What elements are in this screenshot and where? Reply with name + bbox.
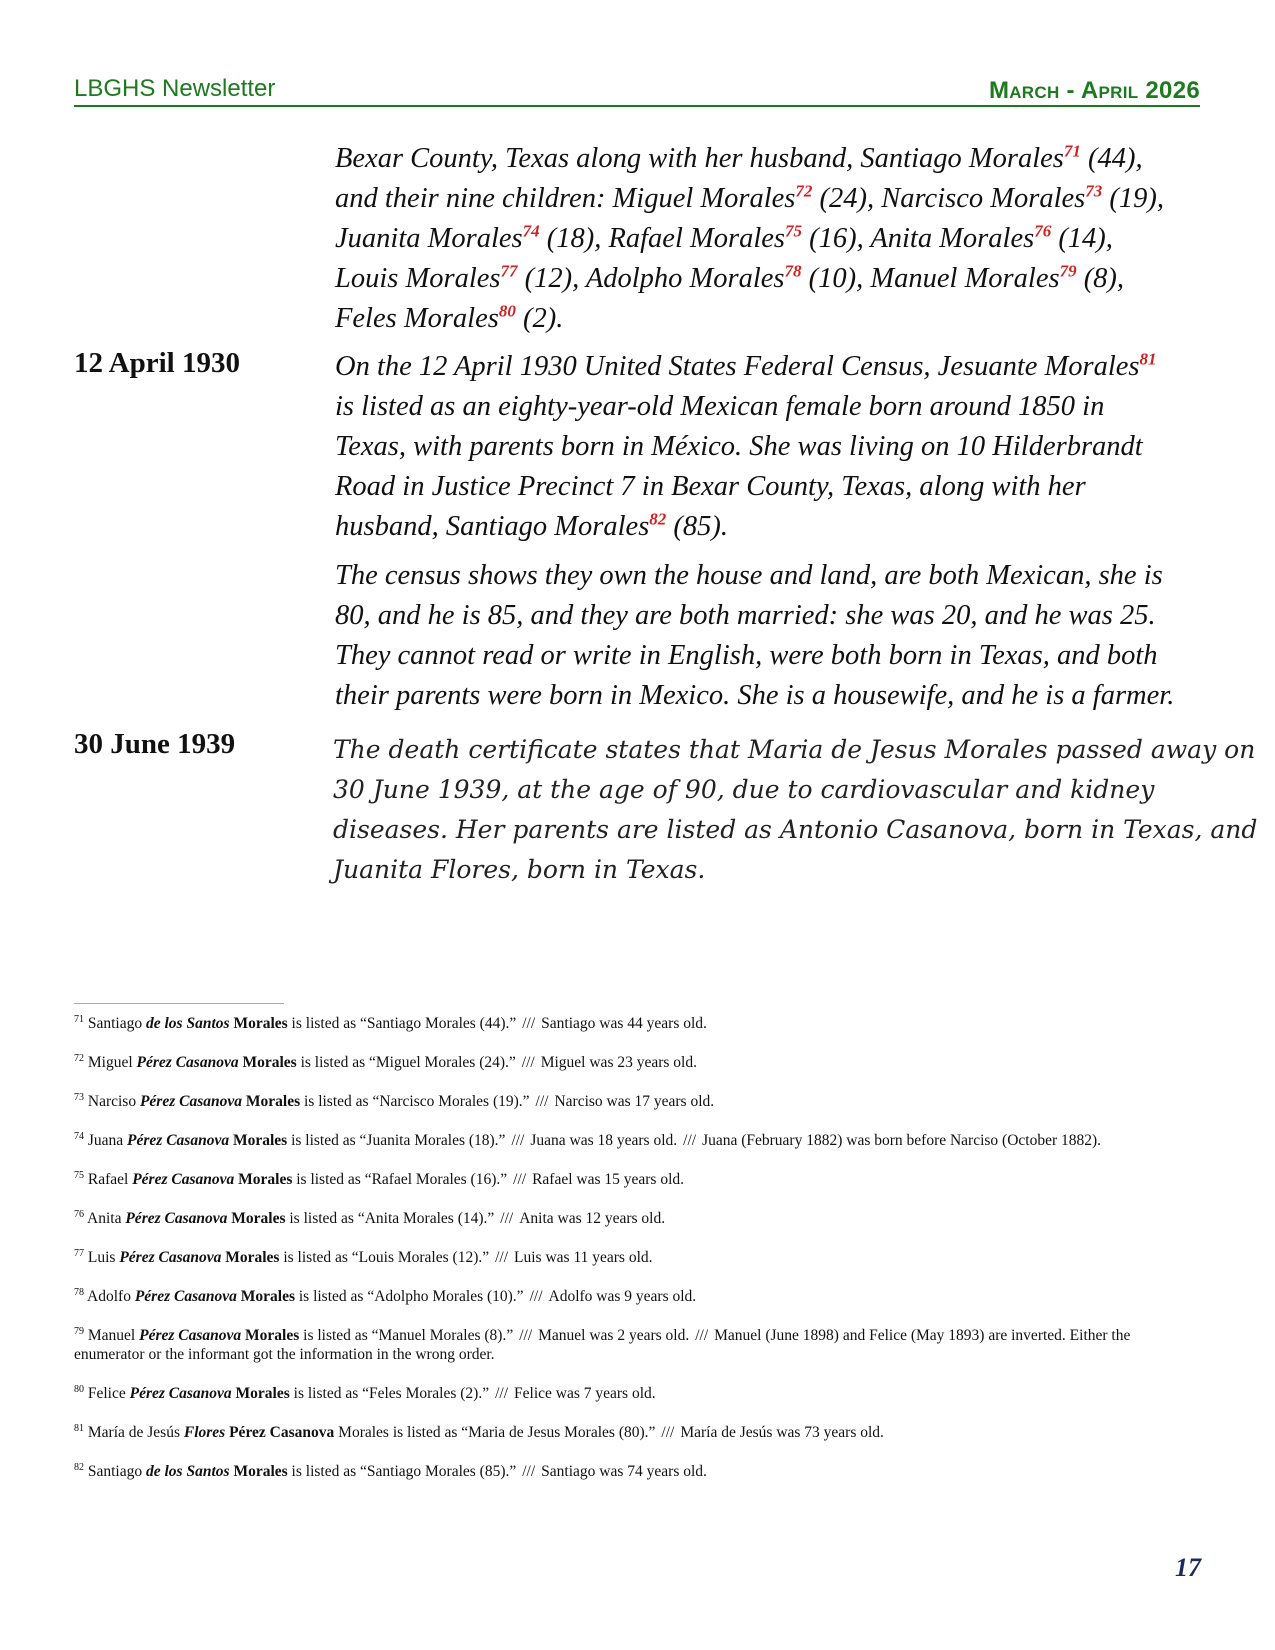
- footnote-item: [74, 1462, 1194, 1481]
- footnote-text: is listed as “Manuel Morales (8).”: [299, 1327, 514, 1344]
- footnote-text: Morales: [231, 1385, 290, 1402]
- text-line: [335, 676, 1215, 716]
- footnote-ref[interactable]: 71: [1063, 141, 1081, 161]
- footnote-text: Santiago: [87, 1463, 146, 1480]
- footnote-text: Luis was 11 years old.: [514, 1249, 653, 1266]
- footnote-item: [74, 1131, 1194, 1150]
- footnote-text: Juana was 18 years old.: [530, 1132, 678, 1149]
- footnote-text: ///: [513, 1171, 527, 1188]
- footnote-text: Morales: [238, 1054, 297, 1071]
- footnote-text: is listed as “Rafael Morales (16).”: [292, 1171, 508, 1188]
- footnotes: [74, 1014, 1194, 1501]
- footnote-item: [74, 1287, 1194, 1306]
- text-line: [333, 730, 1256, 770]
- text-run: (85).: [666, 511, 729, 542]
- footnote-number: 77: [74, 1247, 84, 1259]
- text-run: The census shows they own the house and land, are both Mexican, she is: [335, 560, 1163, 591]
- text-line: [335, 596, 1215, 636]
- footnote-number: 76: [74, 1208, 84, 1220]
- footnote-text: ///: [521, 1054, 535, 1071]
- footnote-item: [74, 1209, 1194, 1228]
- footnote-text: Morales is listed as “Maria de Jesus Morales (80).”: [334, 1424, 656, 1441]
- footnote-text: Flores: [183, 1424, 226, 1441]
- footnote-item: [74, 1248, 1194, 1267]
- footnote-ref[interactable]: 79: [1059, 261, 1077, 281]
- text-run: (18), Rafael Morales: [539, 223, 785, 254]
- text-line: [335, 636, 1215, 676]
- footnote-text: Luis: [87, 1249, 120, 1266]
- footnote-text: Morales: [229, 1132, 288, 1149]
- text-run: (8),: [1076, 263, 1125, 294]
- footnote-text: ///: [495, 1249, 509, 1266]
- footnote-ref[interactable]: 78: [784, 261, 802, 281]
- footnote-text: ///: [500, 1210, 514, 1227]
- footnote-text: de los Santos: [146, 1015, 230, 1032]
- footnote-text: Morales: [229, 1463, 288, 1480]
- footnote-ref[interactable]: 75: [784, 221, 802, 241]
- text-run: They cannot read or write in English, were both born in Texas, and both: [335, 640, 1158, 671]
- text-run: 30 June 1939, at the age of 90, due to cardiovascular and kidney: [333, 775, 1155, 804]
- footnote-ref[interactable]: 72: [795, 181, 813, 201]
- footnote-text: de los Santos: [146, 1463, 230, 1480]
- footnote-text: Morales: [221, 1249, 280, 1266]
- entry-date: 30 June 1939: [74, 728, 236, 760]
- footnote-ref[interactable]: 76: [1034, 221, 1052, 241]
- entry-date: 12 April 1930: [74, 347, 240, 379]
- text-run: their parents were born in Mexico. She is a housewife, and he is a farmer.: [335, 680, 1175, 711]
- footnote-number: 81: [74, 1422, 84, 1434]
- footnote-text: Pérez Casanova: [132, 1171, 235, 1188]
- footnote-number: 78: [74, 1286, 84, 1298]
- issue-date: March - April 2026: [988, 77, 1200, 104]
- footnote-text: ///: [695, 1327, 709, 1344]
- footnote-ref[interactable]: 74: [522, 221, 540, 241]
- text-line: [333, 850, 1213, 890]
- footnote-text: ///: [661, 1424, 675, 1441]
- footnote-number: 75: [74, 1169, 84, 1181]
- footnote-text: Felice was 7 years old.: [514, 1385, 656, 1402]
- footnote-text: is listed as “Anita Morales (14).”: [285, 1210, 495, 1227]
- footnote-text: is listed as “Adolpho Morales (10).”: [294, 1288, 524, 1305]
- footnote-text: Pérez Casanova: [125, 1210, 228, 1227]
- footnote-ref[interactable]: 73: [1085, 181, 1103, 201]
- footnote-text: is listed as “Miguel Morales (24).”: [296, 1054, 516, 1071]
- text-line: [335, 467, 1215, 507]
- footnote-text: Morales: [241, 1327, 300, 1344]
- text-line: [335, 259, 1215, 299]
- footnote-number: 82: [74, 1461, 84, 1473]
- footnote-item: [74, 1326, 1194, 1364]
- footnote-item: [74, 1170, 1194, 1189]
- text-line: [335, 219, 1215, 259]
- text-line: [335, 556, 1215, 596]
- footnote-text: ///: [519, 1327, 533, 1344]
- footnote-text: Pérez Casanova: [225, 1424, 335, 1441]
- footnote-number: 80: [74, 1383, 84, 1395]
- text-line: [335, 507, 1215, 547]
- footnote-text: ///: [495, 1385, 509, 1402]
- footnote-text: Pérez Casanova: [139, 1093, 242, 1110]
- text-line: [333, 770, 1213, 810]
- text-run: Feles Morales: [335, 303, 499, 334]
- text-run: On the 12 April 1930 United States Federal Census, Jesuante Morales: [335, 351, 1140, 382]
- text-line: [335, 347, 1215, 387]
- text-run: and their nine children: Miguel Morales: [335, 183, 796, 214]
- page-number: 17: [1175, 1553, 1201, 1582]
- footnote-text: ///: [522, 1463, 536, 1480]
- text-run: Road in Justice Precinct 7 in Bexar County, Texas, along with her: [335, 471, 1086, 502]
- text-run: (14),: [1051, 223, 1113, 254]
- footnote-text: Pérez Casanova: [127, 1132, 230, 1149]
- footnote-text: Juana: [87, 1132, 128, 1149]
- footnote-text: Pérez Casanova: [119, 1249, 222, 1266]
- text-line: [335, 387, 1215, 427]
- footnote-text: ///: [529, 1288, 543, 1305]
- text-run: Juanita Morales: [335, 223, 523, 254]
- footnote-number: 73: [74, 1091, 84, 1103]
- text-run: (16), Anita Morales: [801, 223, 1035, 254]
- footnote-item: [74, 1423, 1194, 1442]
- footnote-text: Anita: [87, 1210, 126, 1227]
- footnote-text: Manuel was 2 years old.: [538, 1327, 690, 1344]
- footnote-text: ///: [683, 1132, 697, 1149]
- footnote-text: Morales: [229, 1015, 288, 1032]
- footnote-text: Miguel was 23 years old.: [540, 1054, 697, 1071]
- footnote-rule: [74, 1003, 284, 1004]
- entry-paragraph: [335, 139, 1215, 339]
- footnote-text: Adolfo was 9 years old.: [548, 1288, 697, 1305]
- footnote-text: Manuel: [87, 1327, 140, 1344]
- text-run: Bexar County, Texas along with her husband, Santiago Morales: [335, 143, 1064, 174]
- text-line: [335, 139, 1215, 179]
- footnote-text: Narciso was 17 years old.: [554, 1093, 715, 1110]
- text-run: Louis Morales: [335, 263, 501, 294]
- footnote-text: is listed as “Feles Morales (2).”: [289, 1385, 490, 1402]
- text-run: (24), Narcisco Morales: [812, 183, 1086, 214]
- footnote-item: [74, 1092, 1194, 1111]
- footnote-number: 79: [74, 1325, 84, 1337]
- text-line: [333, 810, 1258, 850]
- footnote-text: Rafael: [87, 1171, 133, 1188]
- footnote-text: ///: [511, 1132, 525, 1149]
- text-run: Texas, with parents born in México. She was living on 10 Hilderbrandt: [335, 431, 1143, 462]
- footnote-text: Pérez Casanova: [134, 1288, 237, 1305]
- footnote-number: 72: [74, 1052, 84, 1064]
- footnote-text: Manuel (June 1898) and Felice (May 1893) are inverted. Either the enumerator or the informant got the information in the wrong order.: [74, 1327, 1131, 1363]
- header-rule: [74, 105, 1200, 107]
- footnote-text: Felice: [87, 1385, 130, 1402]
- text-run: (19),: [1102, 183, 1164, 214]
- footnote-text: is listed as “Louis Morales (12).”: [279, 1249, 490, 1266]
- footnote-ref[interactable]: 77: [500, 261, 518, 281]
- footnote-text: Miguel: [87, 1054, 137, 1071]
- footnote-text: is listed as “Santiago Morales (44).”: [287, 1015, 517, 1032]
- text-line: [335, 299, 1215, 339]
- footnote-text: Pérez Casanova: [136, 1054, 239, 1071]
- text-run: diseases. Her parents are listed as Antonio Casanova, born in Texas, and: [333, 815, 1258, 844]
- footnote-text: Morales: [234, 1171, 293, 1188]
- text-run: is listed as an eighty-year-old Mexican female born around 1850 in: [335, 391, 1105, 422]
- footnote-text: Anita was 12 years old.: [519, 1210, 666, 1227]
- footnote-text: Adolfo: [87, 1288, 135, 1305]
- footnote-item: [74, 1014, 1194, 1033]
- footnote-text: Morales: [242, 1093, 301, 1110]
- footnote-text: Juana (February 1882) was born before Narciso (October 1882).: [702, 1132, 1102, 1149]
- footnote-number: 74: [74, 1130, 84, 1142]
- footnote-text: is listed as “Santiago Morales (85).”: [287, 1463, 517, 1480]
- footnote-text: ///: [535, 1093, 549, 1110]
- footnote-number: 71: [74, 1013, 84, 1025]
- footnote-text: María de Jesús: [87, 1424, 184, 1441]
- text-run: 80, and he is 85, and they are both married: she was 20, and he was 25.: [335, 600, 1156, 631]
- footnote-text: ///: [522, 1015, 536, 1032]
- footnote-ref[interactable]: 80: [498, 301, 516, 321]
- footnote-text: Morales: [227, 1210, 286, 1227]
- text-run: husband, Santiago Morales: [335, 511, 650, 542]
- text-run: (10), Manuel Morales: [801, 263, 1060, 294]
- footnote-text: Pérez Casanova: [139, 1327, 242, 1344]
- entry-paragraph: [335, 556, 1215, 716]
- footnote-item: [74, 1384, 1194, 1403]
- text-run: Juanita Flores, born in Texas.: [333, 855, 706, 884]
- footnote-text: Santiago was 74 years old.: [541, 1463, 707, 1480]
- footnote-ref[interactable]: 81: [1139, 349, 1157, 369]
- text-line: [335, 179, 1215, 219]
- footnote-item: [74, 1053, 1194, 1072]
- footnote-text: is listed as “Narcisco Morales (19).”: [300, 1093, 530, 1110]
- text-run: (44),: [1080, 143, 1143, 174]
- footnote-text: Morales: [236, 1288, 295, 1305]
- newsletter-title: LBGHS Newsletter: [74, 75, 276, 102]
- text-line: [335, 427, 1215, 467]
- text-run: The death certificate states that Maria de Jesus Morales passed away on: [333, 735, 1256, 764]
- entry-paragraph: [333, 730, 1258, 890]
- footnote-text: Santiago: [87, 1015, 146, 1032]
- footnote-text: Narciso: [87, 1093, 140, 1110]
- text-run: (12), Adolpho Morales: [517, 263, 785, 294]
- text-run: (2).: [515, 303, 564, 334]
- footnote-text: Pérez Casanova: [129, 1385, 232, 1402]
- footnote-text: María de Jesús was 73 years old.: [680, 1424, 884, 1441]
- footnote-text: is listed as “Juanita Morales (18).”: [287, 1132, 506, 1149]
- footnote-text: Rafael was 15 years old.: [532, 1171, 684, 1188]
- footnote-ref[interactable]: 82: [649, 509, 667, 529]
- footnote-text: Santiago was 44 years old.: [541, 1015, 707, 1032]
- entry-paragraph: [335, 347, 1215, 547]
